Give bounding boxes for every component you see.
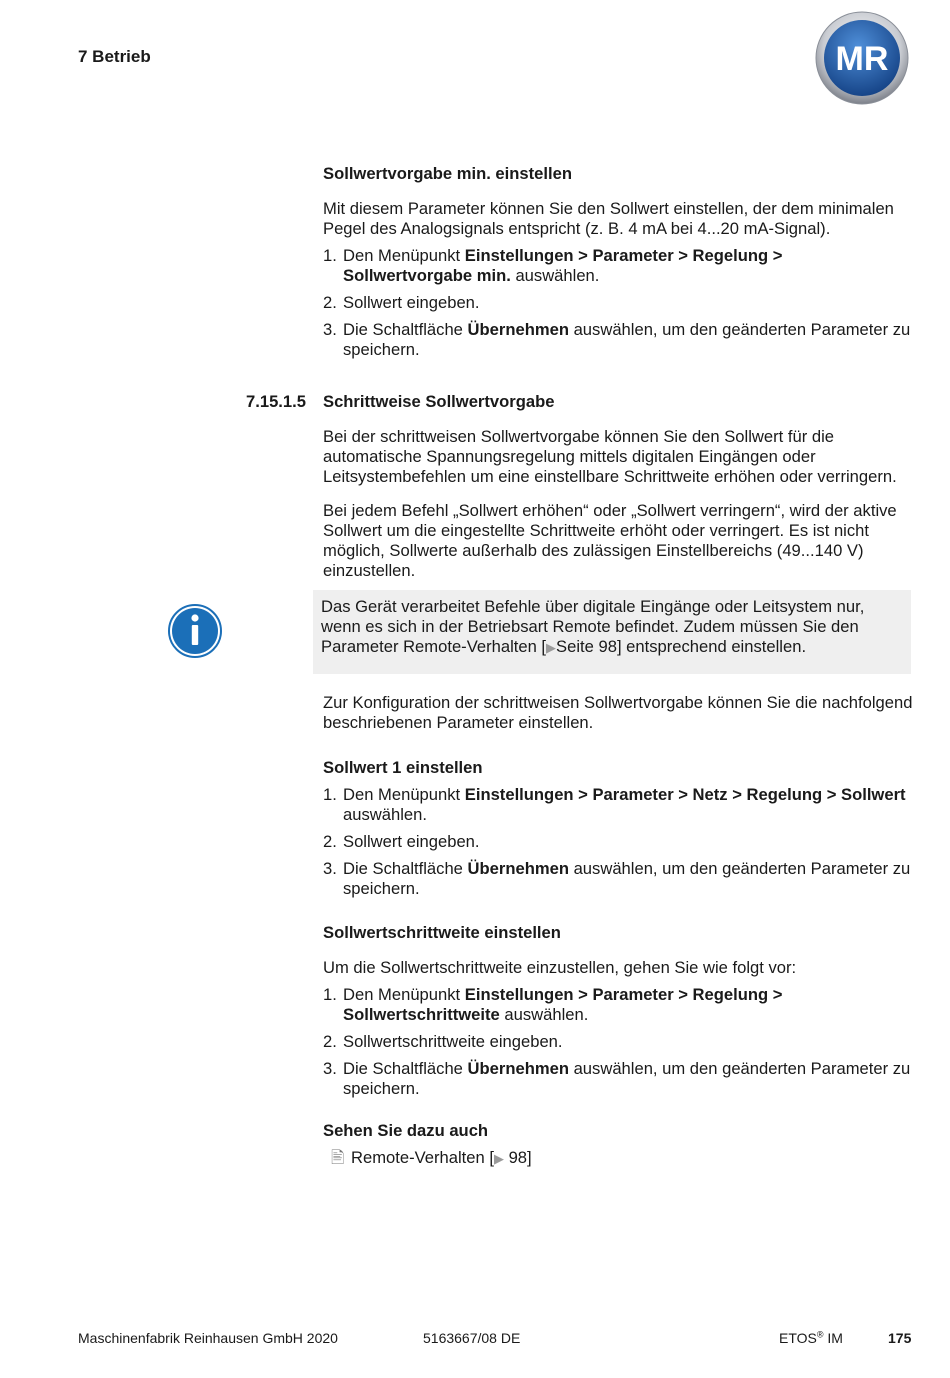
link-arrow-icon: ▶ — [493, 1151, 504, 1166]
see-also-title: Sehen Sie dazu auch — [323, 1121, 489, 1140]
config-intro: Zur Konfiguration der schrittweisen Sollwertvorgabe können Sie die nachfolgend beschriebenen Parameter einstellen. — [323, 693, 913, 732]
list-item: 1. Den Menüpunkt Einstellungen > Parameter > Netz > Regelung > Sollwert auswählen. — [323, 785, 906, 824]
sec-min-title: Sollwertvorgabe min. einstellen — [323, 164, 572, 183]
see-also-link-row[interactable]: 🖹 Remote-Verhalten [▶ 98] — [331, 1148, 532, 1167]
sec-schritt-title: Sollwertschrittweite einstellen — [323, 923, 561, 942]
list-item: 3. Die Schaltfläche Übernehmen auswählen, um den geänderten Parameter zu speichern. — [323, 1059, 911, 1098]
sec-schritt-intro: Um die Sollwertschrittweite einzustellen, gehen Sie wie folgt vor: — [323, 958, 797, 977]
footer-product: ETOS® IM — [779, 1329, 843, 1346]
sec-schritt-block — [323, 923, 913, 1106]
see-also-link[interactable]: Remote-Verhalten [ — [351, 1148, 494, 1167]
section-para-2: Bei jedem Befehl „Sollwert erhöhen“ oder „Sollwert verringern“, wird der aktive Sollwert um die eingestellte Schrittweite erhöht oder verringert. Es ist nicht möglich, Sollwerte außerhalb des zulässigen Einstellbereichs (49...140 V) einzustellen. — [323, 501, 897, 580]
logo-text: MR — [835, 40, 889, 78]
list-item: 2. Sollwert eingeben. — [323, 293, 480, 312]
page-number: 175 — [888, 1330, 912, 1346]
sec-sollwert1-title: Sollwert 1 einstellen — [323, 758, 483, 777]
section-para-1: Bei der schrittweisen Sollwertvorgabe können Sie den Sollwert für die automatische Spannungsregelung mittels digitalen Eingängen oder Leitsystembefehlen um eine einstellbare Schrittweite erhöhen oder verringern. — [323, 427, 897, 486]
config-block — [323, 693, 913, 906]
list-item: 2. Sollwertschrittweite eingeben. — [323, 1032, 563, 1051]
see-also-block — [323, 1121, 913, 1169]
note-text: Das Gerät verarbeitet Befehle über digitale Eingänge oder Leitsystem nur, wenn es sich in der Betriebsart Remote befindet. Zudem müssen Sie den Parameter Remote-Verhalten [▶Seite 98] entsprechend einstellen. — [321, 597, 865, 656]
sec-min-intro: Mit diesem Parameter können Sie den Sollwert einstellen, der dem minimalen Pegel des Analogsignals entspricht (z. B. 4 mA bei 4...20 mA-Signal). — [323, 199, 894, 238]
info-icon — [168, 604, 222, 658]
list-item: 1. Den Menüpunkt Einstellungen > Parameter > Regelung > Sollwertschrittweite auswählen. — [323, 985, 783, 1024]
document-icon: 🖹 — [331, 1148, 345, 1167]
section-body — [323, 427, 913, 581]
section-number: 7.15.1.5 — [246, 392, 306, 411]
mr-logo — [814, 10, 910, 106]
list-item: 1. Den Menüpunkt Einstellungen > Parameter > Regelung > Sollwertvorgabe min. auswählen. — [323, 246, 783, 285]
sec-min-block — [323, 164, 913, 367]
list-item: 2. Sollwert eingeben. — [323, 832, 480, 851]
chapter-title: 7 Betrieb — [78, 47, 151, 66]
footer-company: Maschinenfabrik Reinhausen GmbH 2020 — [78, 1330, 338, 1346]
sec-schritt-steps — [323, 985, 913, 1099]
link-arrow-icon: ▶ — [546, 640, 557, 655]
list-item: 3. Die Schaltfläche Übernehmen auswählen, um den geänderten Parameter zu speichern. — [323, 859, 911, 898]
sec-min-steps — [323, 246, 913, 360]
list-item: 3. Die Schaltfläche Übernehmen auswählen, um den geänderten Parameter zu speichern. — [323, 320, 911, 359]
note-link[interactable]: Seite 98 — [556, 637, 617, 656]
section-title: Schrittweise Sollwertvorgabe — [323, 392, 555, 411]
footer-doc-number: 5163667/08 DE — [423, 1330, 521, 1346]
sec-sollwert1-steps — [323, 785, 913, 899]
